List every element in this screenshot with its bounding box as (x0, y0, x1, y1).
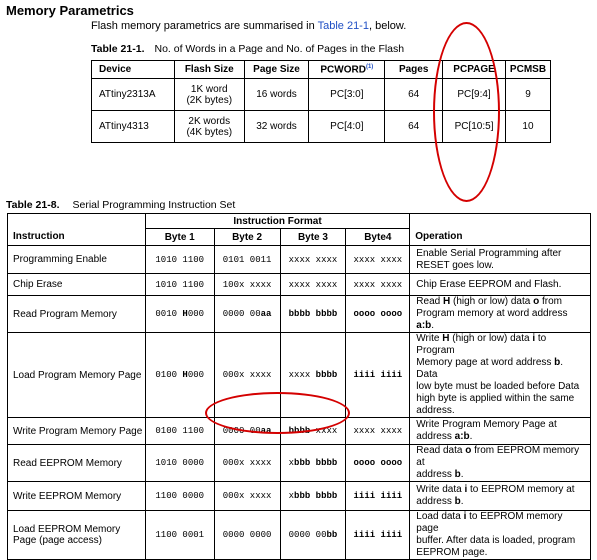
byte1-cell: 0100 1100 (145, 418, 214, 445)
byte2-cell: 000x xxxx (214, 482, 280, 511)
page-size-cell: 16 words (244, 79, 309, 111)
table-row (8, 296, 591, 333)
byte1-cell: 1100 0000 (145, 482, 214, 511)
instruction-cell: Write EEPROM Memory (8, 482, 146, 511)
byte2-cell: 100x xxxx (214, 274, 280, 296)
pcmsb-cell: 10 (505, 111, 550, 143)
table-21-1-link[interactable]: Table 21-1 (317, 20, 369, 32)
instruction-cell: Chip Erase (8, 274, 146, 296)
instruction-rows (8, 246, 591, 560)
flash-parameters-table (91, 60, 551, 143)
flash-size-cell (174, 79, 244, 111)
flash-size-bytes: (2K bytes) (186, 94, 233, 106)
table2-header-byte2: Byte 2 (214, 229, 280, 246)
byte2-cell: 000x xxxx (214, 333, 280, 418)
table2-caption-text: Serial Programming Instruction Set (72, 199, 236, 211)
pcpage-cell: PC[10:5] (443, 111, 506, 143)
byte4-cell: iiii iiii (346, 511, 410, 560)
byte2-cell: 0000 00aa (214, 296, 280, 333)
byte2-cell: 0000 0000 (214, 511, 280, 560)
byte1-cell: 1010 0000 (145, 445, 214, 482)
device-cell: ATtiny2313A (92, 79, 175, 111)
table1-caption (91, 43, 404, 55)
byte4-cell: xxxx xxxx (346, 418, 410, 445)
table2-header-operation: Operation (410, 214, 591, 246)
flash-size-cell (174, 111, 244, 143)
pcword-cell: PC[3:0] (309, 79, 385, 111)
pcmsb-cell: 9 (505, 79, 550, 111)
byte4-cell: iiii iiii (346, 333, 410, 418)
byte4-cell: oooo oooo (346, 296, 410, 333)
operation-cell: Write data i to EEPROM memory at address b. (410, 482, 591, 511)
table1-caption-number: Table 21-1. (91, 43, 145, 55)
operation-cell: Load data i to EEPROM memory page buffer. After data is loaded, program EEPROM page. (410, 511, 591, 560)
table1-header-page-size: Page Size (244, 61, 309, 79)
device-cell: ATtiny4313 (92, 111, 175, 143)
instruction-cell: Read EEPROM Memory (8, 445, 146, 482)
pcpage-cell: PC[9:4] (443, 79, 506, 111)
byte4-cell: xxxx xxxx (346, 274, 410, 296)
table2-header-instruction: Instruction (8, 214, 146, 246)
intro-paragraph (91, 20, 406, 32)
table1-header-pages: Pages (385, 61, 443, 79)
table2-header-byte4: Byte4 (346, 229, 410, 246)
byte4-cell: xxxx xxxx (346, 246, 410, 274)
byte2-cell: 0101 0011 (214, 246, 280, 274)
pages-cell: 64 (385, 79, 443, 111)
pcword-footnote: (1) (365, 63, 374, 70)
byte4-cell: iiii iiii (346, 482, 410, 511)
operation-cell: Read data o from EEPROM memory at address b. (410, 445, 591, 482)
table-row (8, 482, 591, 511)
pcword-cell: PC[4:0] (309, 111, 385, 143)
instruction-cell: Read Program Memory (8, 296, 146, 333)
byte1-cell: 0100 H000 (145, 333, 214, 418)
operation-cell: Write Program Memory Page at address a:b. (410, 418, 591, 445)
intro-text-after: , below. (368, 20, 407, 32)
table2-header-format: Instruction Format (145, 214, 410, 229)
table2-header-byte1: Byte 1 (145, 229, 214, 246)
byte3-cell: bbbb xxxx (280, 418, 346, 445)
table1-header-pcmsb: PCMSB (505, 61, 550, 79)
page-size-cell: 32 words (244, 111, 309, 143)
byte1-cell: 0010 H000 (145, 296, 214, 333)
table2-header-row (8, 214, 591, 229)
table1-header-pcword (309, 61, 385, 79)
instruction-cell: Programming Enable (8, 246, 146, 274)
operation-cell: Read H (high or low) data o from Program memory at word address a:b. (410, 296, 591, 333)
byte1-cell: 1010 1100 (145, 246, 214, 274)
operation-cell: Write H (high or low) data i to Program Memory page at word address b. Data low byte must be loaded before Data high byte is applied within the same address. (410, 333, 591, 418)
pages-cell: 64 (385, 111, 443, 143)
table2-caption-number: Table 21-8. (6, 199, 60, 211)
flash-size-words: 2K words (188, 115, 231, 127)
table2-caption (6, 199, 235, 211)
table-row (92, 111, 551, 143)
byte3-cell: 0000 00bb (280, 511, 346, 560)
table1-header-device: Device (92, 61, 175, 79)
table-row (8, 445, 591, 482)
instruction-set-table (7, 213, 591, 560)
byte1-cell: 1100 0001 (145, 511, 214, 560)
byte2-cell: 000x xxxx (214, 445, 280, 482)
table-row (8, 246, 591, 274)
byte3-cell: xxxx bbbb (280, 333, 346, 418)
byte3-cell: xxxx xxxx (280, 274, 346, 296)
byte1-cell: 1010 1100 (145, 274, 214, 296)
table1-header-flash-size: Flash Size (174, 61, 244, 79)
instruction-cell: Load Program Memory Page (8, 333, 146, 418)
table-row (92, 79, 551, 111)
table1-header-pcpage: PCPAGE (443, 61, 506, 79)
table-row (8, 333, 591, 418)
byte4-cell: oooo oooo (346, 445, 410, 482)
pcword-label: PCWORD (320, 64, 366, 76)
byte3-cell: xxxx xxxx (280, 246, 346, 274)
byte2-cell: 0000 00aa (214, 418, 280, 445)
table-row (8, 511, 591, 560)
byte3-cell: bbbb bbbb (280, 296, 346, 333)
table1-header-row (92, 61, 551, 79)
byte3-cell: xbbb bbbb (280, 482, 346, 511)
table-row (8, 274, 591, 296)
table-row (8, 418, 591, 445)
section-heading: Memory Parametrics (6, 3, 134, 18)
flash-size-words: 1K word (190, 83, 228, 95)
table1-caption-text: No. of Words in a Page and No. of Pages in the Flash (154, 43, 405, 55)
flash-size-bytes: (4K bytes) (186, 126, 233, 138)
operation-cell: Enable Serial Programming after RESET goes low. (410, 246, 591, 274)
instruction-cell: Load EEPROM Memory Page (page access) (8, 511, 146, 560)
byte3-cell: xbbb bbbb (280, 445, 346, 482)
intro-text-before: Flash memory parametrics are summarised in (91, 20, 318, 32)
instruction-cell: Write Program Memory Page (8, 418, 146, 445)
operation-cell: Chip Erase EEPROM and Flash. (410, 274, 591, 296)
table2-header-byte3: Byte 3 (280, 229, 346, 246)
